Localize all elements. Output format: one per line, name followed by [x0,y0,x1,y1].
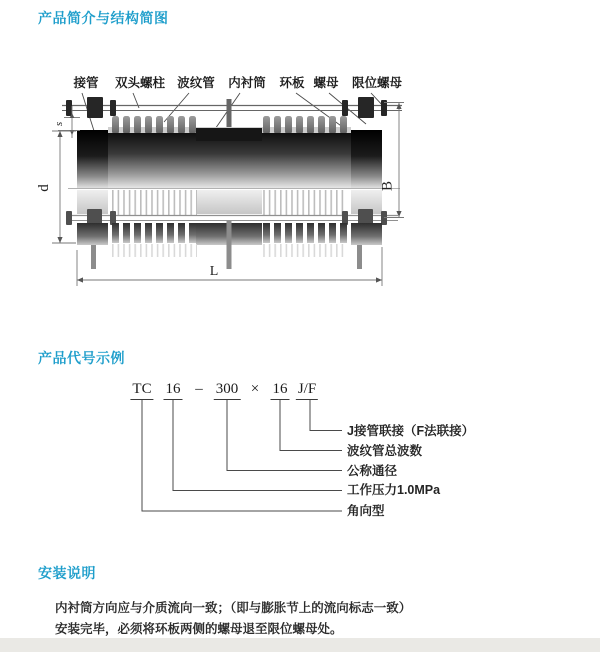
section-title-overview: 产品简介与结构简图 [38,10,169,26]
section-title-code: 产品代号示例 [38,350,125,366]
structure-diagram [36,75,404,286]
part-labels [72,75,402,90]
code-callout: J接管联接（F法联接） [347,424,475,438]
part-label-connecting-pipe: 接管 [73,76,99,90]
section-title-install: 安装说明 [38,565,96,581]
part-label-inner-liner: 内衬筒 [228,76,266,90]
lower-reflection [77,190,382,215]
code-segment-dash: – [195,381,203,397]
part-label-nut: 螺母 [313,76,339,90]
code-segment-pressure: 16 [164,381,183,400]
code-callout: 公称通径 [347,464,398,478]
liner-collar [196,128,262,141]
code-segment-type: TC [130,381,153,400]
part-label-limit-nut: 限位螺母 [351,76,403,90]
dim-label-d: d [36,184,52,192]
code-segment-times: × [250,381,260,397]
dim-label-s: s [53,121,65,127]
joint-body [77,128,382,188]
code-segment-joint: J/F [296,381,318,400]
code-callout: 工作压力1.0MPa [347,483,441,497]
code-callout: 角向型 [347,504,385,518]
part-label-bellows: 波纹管 [177,76,215,90]
code-segment-diameter: 300 [214,381,241,400]
dim-label-l: L [209,264,219,279]
part-label-ring-plate: 环板 [279,76,305,90]
code-segment-waves: 16 [271,381,290,400]
dim-label-b: B [379,180,396,192]
install-line-2: 安装完毕，必须将环板两侧的螺母退至限位螺母处。 [55,622,343,636]
dim-b [384,103,404,218]
dim-d [52,131,76,243]
page-edge-strip [0,638,600,652]
code-callout: 波纹管总波数 [347,444,423,458]
install-line-1: 内衬筒方向应与介质流向一致；（即与膨胀节上的流向标志一致） [55,601,412,615]
code-connector-lines [142,399,342,511]
part-label-stud: 双头螺柱 [114,76,166,90]
